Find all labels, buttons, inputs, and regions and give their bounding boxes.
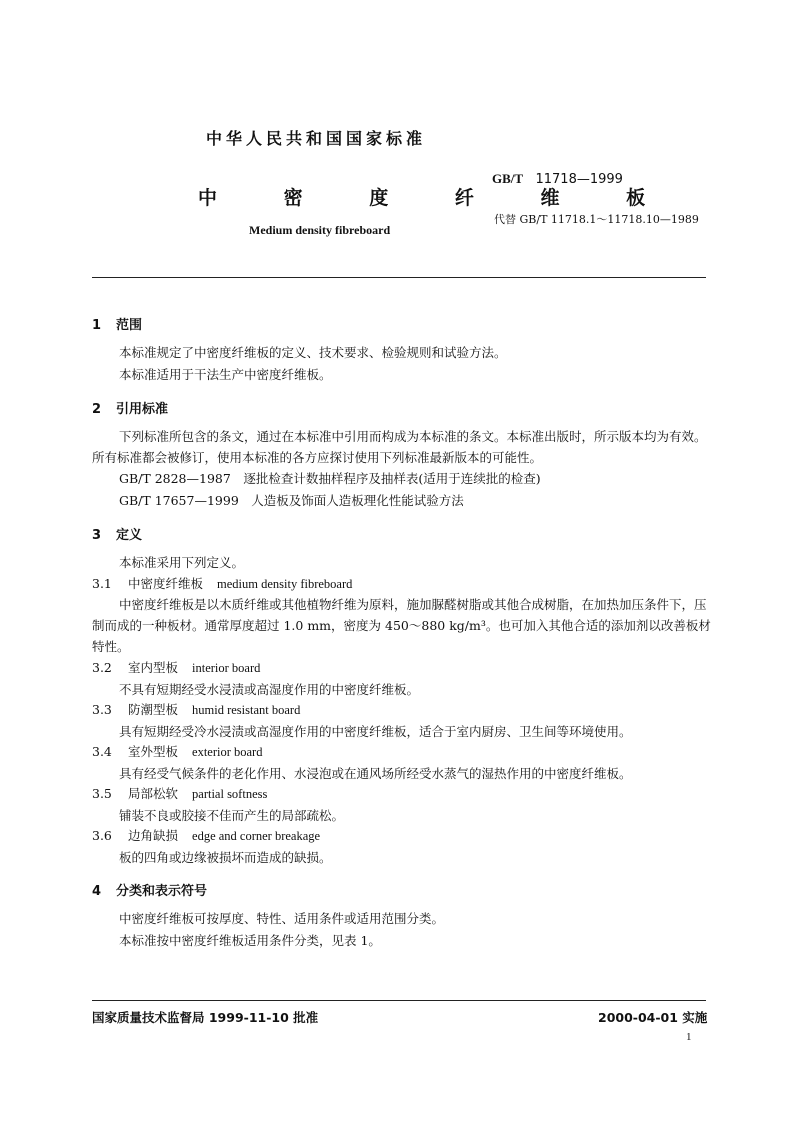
section-1-heading <box>92 314 142 333</box>
section-1-para-1: 本标准规定了中密度纤维板的定义、技术要求、检验规则和试验方法。 <box>119 345 507 360</box>
definition-3-4-heading: 3.4 室外型板 exterior board <box>92 744 263 759</box>
national-standard-heading: 中华人民共和国国家标准 <box>206 129 427 148</box>
section-number: 3 <box>92 528 102 543</box>
section-2-heading <box>92 398 168 417</box>
replaces-note: 代替 GB/T 11718.1～11718.10—1989 <box>494 213 699 226</box>
standard-title-en: Medium density fibreboard <box>249 223 391 237</box>
definition-3-5-text: 铺装不良或胶接不佳而产生的局部疏松。 <box>119 808 345 823</box>
footer-divider <box>92 1000 706 1001</box>
definition-3-6-text: 板的四角或边缘被损坏而造成的缺损。 <box>119 850 332 865</box>
definition-3-6-heading: 3.6 边角缺损 edge and corner breakage <box>92 828 321 843</box>
section-3-heading <box>92 524 142 543</box>
definition-3-1-text: 中密度纤维板是以木质纤维或其他植物纤维为原料，施加脲醛树脂或其他合成树脂，在加热加压条件下，压制而成的一种板材。通常厚度超过 1.0 mm，密度为 450～880 kg/m³。也可加入其他合适的添加剂以改善板材特性。 <box>92 597 711 654</box>
section-number: 1 <box>92 318 102 333</box>
section-title: 引用标准 <box>116 402 169 417</box>
section-2-para-1: 下列标准所包含的条文，通过在本标准中引用而构成为本标准的条文。本标准出版时，所示版本均为有效。所有标准都会被修订，使用本标准的各方应探讨使用下列标准最新版本的可能性。 <box>92 429 707 465</box>
reference-gbt-2828: GB/T 2828—1987 逐批检查计数抽样程序及抽样表(适用于连续批的检查) <box>119 471 541 486</box>
reference-gbt-17657: GB/T 17657—1999 人造板及饰面人造板理化性能试验方法 <box>119 493 464 508</box>
code-prefix: GB/T <box>492 171 524 186</box>
definition-3-3-heading: 3.3 防潮型板 humid resistant board <box>92 702 301 717</box>
standard-code <box>492 171 623 187</box>
definition-3-1-heading: 3.1 中密度纤维板 medium density fibreboard <box>92 576 353 591</box>
approval-line: 国家质量技术监督局 1999-11-10 批准 <box>92 1010 319 1025</box>
section-3-intro: 本标准采用下列定义。 <box>119 555 245 570</box>
effective-date: 2000-04-01 实施 <box>598 1010 708 1025</box>
definition-3-3-text: 具有短期经受冷水浸渍或高湿度作用的中密度纤维板，适合于室内厨房、卫生间等环境使用。 <box>119 724 632 739</box>
section-title: 分类和表示符号 <box>116 884 208 899</box>
section-number: 2 <box>92 402 102 417</box>
section-4-heading <box>92 880 207 899</box>
section-title: 范围 <box>116 318 143 333</box>
section-1-para-2: 本标准适用于干法生产中密度纤维板。 <box>119 367 332 382</box>
definition-3-2-text: 不具有短期经受水浸渍或高湿度作用的中密度纤维板。 <box>119 682 420 697</box>
section-4-para-2: 本标准按中密度纤维板适用条件分类，见表 1。 <box>119 933 381 948</box>
definition-3-5-heading: 3.5 局部松软 partial softness <box>92 786 268 801</box>
code-number: 11718—1999 <box>535 172 623 187</box>
section-4-para-1: 中密度纤维板可按厚度、特性、适用条件或适用范围分类。 <box>119 911 445 926</box>
definition-3-2-heading: 3.2 室内型板 interior board <box>92 660 261 675</box>
page-number: 1 <box>686 1031 692 1043</box>
definition-3-4-text: 具有经受气候条件的老化作用、水浸泡或在通风场所经受水蒸气的湿热作用的中密度纤维板。 <box>119 766 632 781</box>
section-title: 定义 <box>116 528 143 543</box>
section-number: 4 <box>92 884 102 899</box>
header-divider <box>92 277 706 278</box>
standard-title-cn: 中 密 度 纤 维 板 <box>198 187 676 209</box>
